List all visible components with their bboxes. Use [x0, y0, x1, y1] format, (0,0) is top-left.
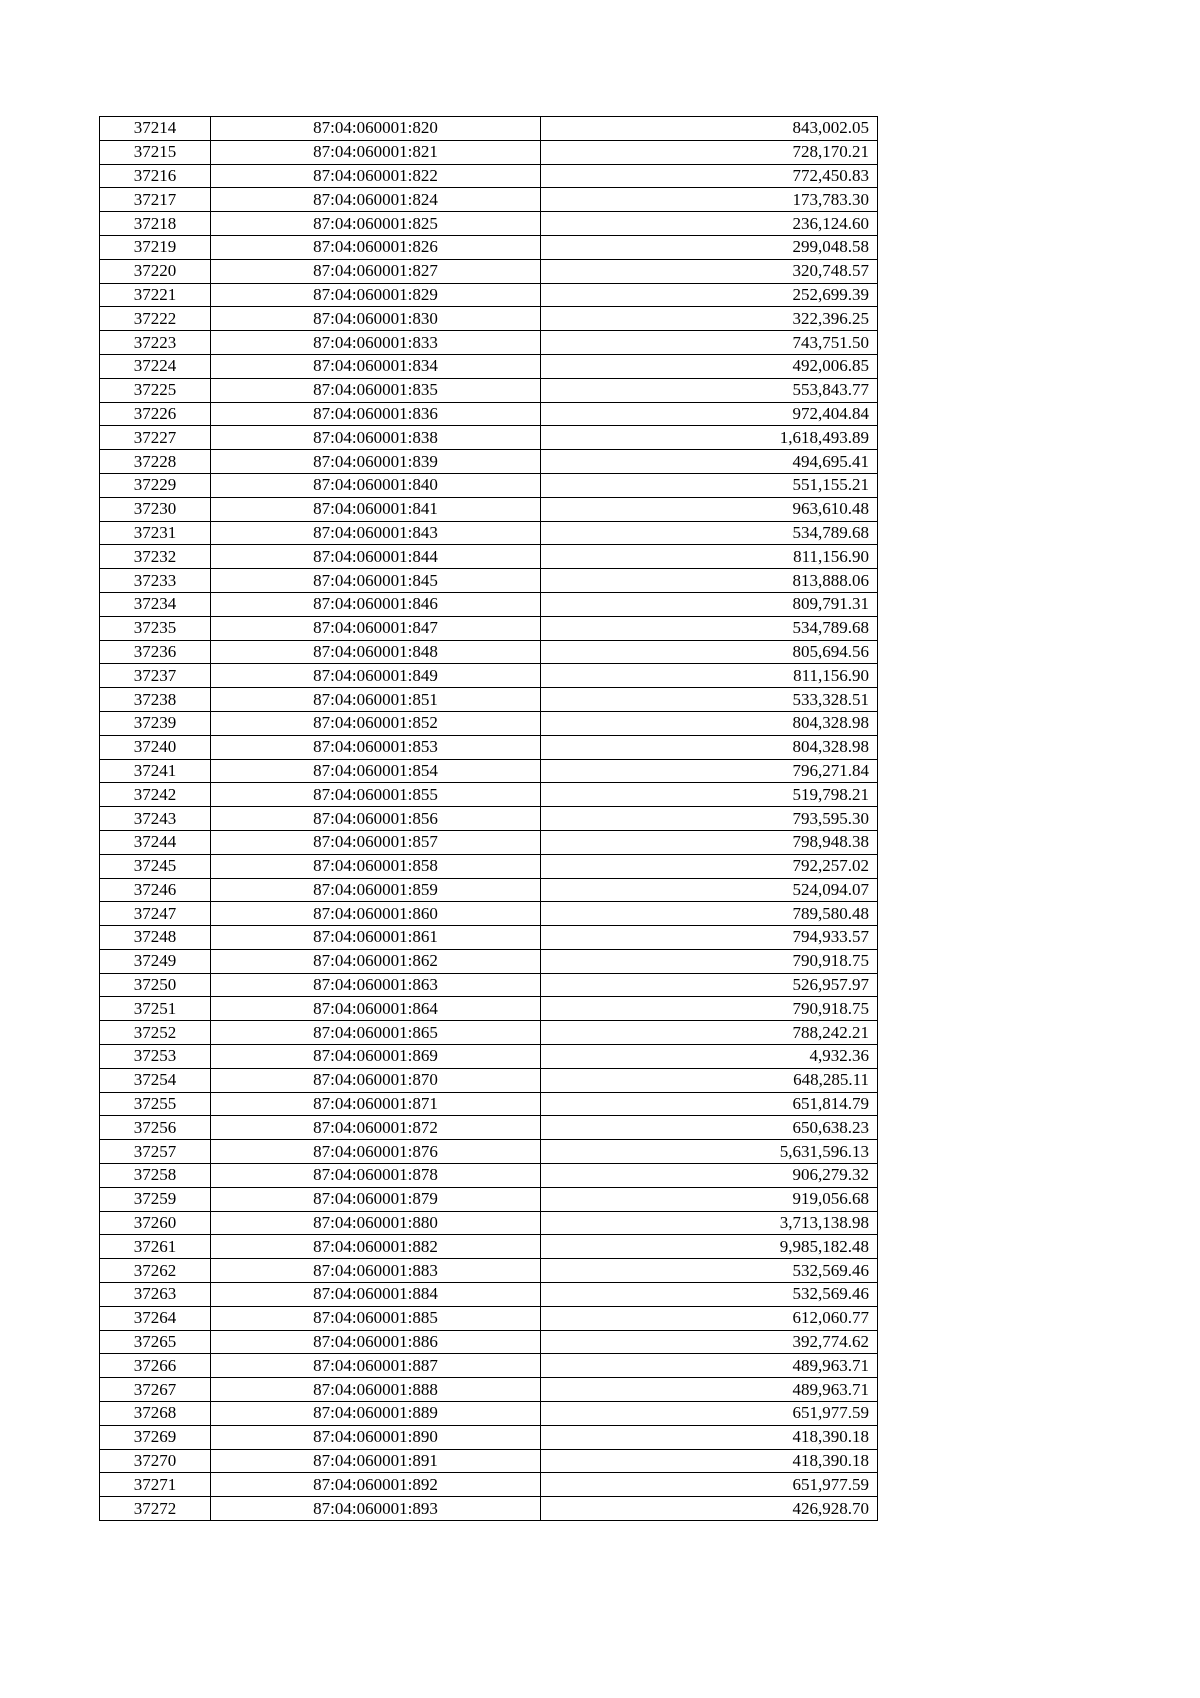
cadastral-value-cell: 804,328.98 — [541, 735, 878, 759]
table-row — [100, 1473, 878, 1497]
cadastral-number-cell: 87:04:060001:840 — [211, 473, 541, 497]
row-number-cell: 37238 — [100, 688, 211, 712]
table-row — [100, 1045, 878, 1069]
cadastral-value-cell: 9,985,182.48 — [541, 1235, 878, 1259]
row-number-cell: 37253 — [100, 1045, 211, 1069]
row-number-cell: 37263 — [100, 1283, 211, 1307]
table-row — [100, 473, 878, 497]
row-number-cell: 37226 — [100, 402, 211, 426]
row-number-cell: 37235 — [100, 616, 211, 640]
table-row — [100, 926, 878, 950]
table-row — [100, 117, 878, 141]
cadastral-value-cell: 743,751.50 — [541, 331, 878, 355]
table-row — [100, 235, 878, 259]
row-number-cell: 37265 — [100, 1330, 211, 1354]
cadastral-value-cell: 728,170.21 — [541, 140, 878, 164]
cadastral-number-cell: 87:04:060001:827 — [211, 259, 541, 283]
row-number-cell: 37269 — [100, 1425, 211, 1449]
row-number-cell: 37252 — [100, 1021, 211, 1045]
cadastral-number-cell: 87:04:060001:886 — [211, 1330, 541, 1354]
cadastral-value-cell: 793,595.30 — [541, 807, 878, 831]
row-number-cell: 37217 — [100, 188, 211, 212]
row-number-cell: 37227 — [100, 426, 211, 450]
table-row — [100, 759, 878, 783]
cadastral-value-cell: 796,271.84 — [541, 759, 878, 783]
table-row — [100, 830, 878, 854]
table-row — [100, 1449, 878, 1473]
table-row — [100, 1187, 878, 1211]
row-number-cell: 37270 — [100, 1449, 211, 1473]
cadastral-number-cell: 87:04:060001:882 — [211, 1235, 541, 1259]
row-number-cell: 37242 — [100, 783, 211, 807]
row-number-cell: 37249 — [100, 949, 211, 973]
table-row — [100, 1235, 878, 1259]
cadastral-number-cell: 87:04:060001:824 — [211, 188, 541, 212]
table-row — [100, 402, 878, 426]
cadastral-number-cell: 87:04:060001:887 — [211, 1354, 541, 1378]
cadastral-number-cell: 87:04:060001:879 — [211, 1187, 541, 1211]
cadastral-number-cell: 87:04:060001:883 — [211, 1259, 541, 1283]
cadastral-value-cell: 809,791.31 — [541, 592, 878, 616]
table-row — [100, 188, 878, 212]
cadastral-number-cell: 87:04:060001:885 — [211, 1306, 541, 1330]
cadastral-value-cell: 494,695.41 — [541, 450, 878, 474]
cadastral-number-cell: 87:04:060001:858 — [211, 854, 541, 878]
cadastral-number-cell: 87:04:060001:843 — [211, 521, 541, 545]
row-number-cell: 37261 — [100, 1235, 211, 1259]
row-number-cell: 37251 — [100, 997, 211, 1021]
row-number-cell: 37221 — [100, 283, 211, 307]
cadastral-number-cell: 87:04:060001:861 — [211, 926, 541, 950]
cadastral-number-cell: 87:04:060001:854 — [211, 759, 541, 783]
row-number-cell: 37236 — [100, 640, 211, 664]
row-number-cell: 37264 — [100, 1306, 211, 1330]
row-number-cell: 37216 — [100, 164, 211, 188]
row-number-cell: 37229 — [100, 473, 211, 497]
cadastral-value-cell: 811,156.90 — [541, 545, 878, 569]
table-row — [100, 783, 878, 807]
cadastral-number-cell: 87:04:060001:838 — [211, 426, 541, 450]
cadastral-number-cell: 87:04:060001:830 — [211, 307, 541, 331]
cadastral-value-cell: 551,155.21 — [541, 473, 878, 497]
cadastral-value-cell: 532,569.46 — [541, 1259, 878, 1283]
table-row — [100, 164, 878, 188]
cadastral-value-cell: 651,814.79 — [541, 1092, 878, 1116]
cadastral-value-cell: 813,888.06 — [541, 569, 878, 593]
cadastral-number-cell: 87:04:060001:857 — [211, 830, 541, 854]
table-row — [100, 1402, 878, 1426]
table-row — [100, 1283, 878, 1307]
table-row — [100, 307, 878, 331]
cadastral-number-cell: 87:04:060001:884 — [211, 1283, 541, 1307]
cadastral-number-cell: 87:04:060001:845 — [211, 569, 541, 593]
row-number-cell: 37267 — [100, 1378, 211, 1402]
cadastral-number-cell: 87:04:060001:851 — [211, 688, 541, 712]
cadastral-value-cell: 1,618,493.89 — [541, 426, 878, 450]
cadastral-number-cell: 87:04:060001:871 — [211, 1092, 541, 1116]
row-number-cell: 37245 — [100, 854, 211, 878]
row-number-cell: 37257 — [100, 1140, 211, 1164]
row-number-cell: 37262 — [100, 1259, 211, 1283]
table-row — [100, 997, 878, 1021]
table-row — [100, 1021, 878, 1045]
table-row — [100, 807, 878, 831]
cadastral-number-cell: 87:04:060001:835 — [211, 378, 541, 402]
table-row — [100, 497, 878, 521]
cadastral-value-cell: 418,390.18 — [541, 1425, 878, 1449]
cadastral-value-cell: 489,963.71 — [541, 1354, 878, 1378]
cadastral-number-cell: 87:04:060001:848 — [211, 640, 541, 664]
table-row — [100, 711, 878, 735]
table-row — [100, 450, 878, 474]
table-row — [100, 1164, 878, 1188]
cadastral-value-cell: 919,056.68 — [541, 1187, 878, 1211]
cadastral-value-cell: 790,918.75 — [541, 949, 878, 973]
row-number-cell: 37254 — [100, 1068, 211, 1092]
cadastral-number-cell: 87:04:060001:821 — [211, 140, 541, 164]
row-number-cell: 37225 — [100, 378, 211, 402]
table-row — [100, 592, 878, 616]
table-row — [100, 1092, 878, 1116]
table-row — [100, 878, 878, 902]
row-number-cell: 37228 — [100, 450, 211, 474]
cadastral-value-cell: 489,963.71 — [541, 1378, 878, 1402]
cadastral-value-cell: 532,569.46 — [541, 1283, 878, 1307]
cadastral-number-cell: 87:04:060001:891 — [211, 1449, 541, 1473]
cadastral-value-cell: 492,006.85 — [541, 354, 878, 378]
table-row — [100, 1306, 878, 1330]
cadastral-value-cell: 392,774.62 — [541, 1330, 878, 1354]
cadastral-value-cell: 772,450.83 — [541, 164, 878, 188]
cadastral-value-cell: 843,002.05 — [541, 117, 878, 141]
cadastral-number-cell: 87:04:060001:847 — [211, 616, 541, 640]
row-number-cell: 37243 — [100, 807, 211, 831]
row-number-cell: 37258 — [100, 1164, 211, 1188]
cadastral-number-cell: 87:04:060001:825 — [211, 212, 541, 236]
cadastral-number-cell: 87:04:060001:836 — [211, 402, 541, 426]
cadastral-number-cell: 87:04:060001:859 — [211, 878, 541, 902]
cadastral-value-cell: 790,918.75 — [541, 997, 878, 1021]
cadastral-value-cell: 322,396.25 — [541, 307, 878, 331]
cadastral-value-cell: 4,932.36 — [541, 1045, 878, 1069]
cadastral-number-cell: 87:04:060001:834 — [211, 354, 541, 378]
cadastral-value-cell: 534,789.68 — [541, 616, 878, 640]
cadastral-value-cell: 534,789.68 — [541, 521, 878, 545]
cadastral-value-cell: 805,694.56 — [541, 640, 878, 664]
cadastral-number-cell: 87:04:060001:853 — [211, 735, 541, 759]
cadastral-value-cell: 236,124.60 — [541, 212, 878, 236]
cadastral-number-cell: 87:04:060001:839 — [211, 450, 541, 474]
cadastral-value-cell: 299,048.58 — [541, 235, 878, 259]
cadastral-number-cell: 87:04:060001:864 — [211, 997, 541, 1021]
table-row — [100, 1068, 878, 1092]
table-row — [100, 1354, 878, 1378]
cadastral-value-cell: 526,957.97 — [541, 973, 878, 997]
table-row — [100, 259, 878, 283]
table-row — [100, 354, 878, 378]
table-row — [100, 688, 878, 712]
table-row — [100, 640, 878, 664]
table-row — [100, 331, 878, 355]
table-row — [100, 1497, 878, 1521]
row-number-cell: 37272 — [100, 1497, 211, 1521]
row-number-cell: 37256 — [100, 1116, 211, 1140]
table-body — [100, 117, 878, 1521]
table-row — [100, 1330, 878, 1354]
row-number-cell: 37214 — [100, 117, 211, 141]
cadastral-number-cell: 87:04:060001:820 — [211, 117, 541, 141]
cadastral-value-cell: 418,390.18 — [541, 1449, 878, 1473]
cadastral-number-cell: 87:04:060001:880 — [211, 1211, 541, 1235]
cadastral-value-cell: 811,156.90 — [541, 664, 878, 688]
cadastral-value-cell: 650,638.23 — [541, 1116, 878, 1140]
cadastral-value-cell: 5,631,596.13 — [541, 1140, 878, 1164]
table-row — [100, 973, 878, 997]
row-number-cell: 37232 — [100, 545, 211, 569]
row-number-cell: 37250 — [100, 973, 211, 997]
table-row — [100, 1259, 878, 1283]
cadastral-value-cell: 804,328.98 — [541, 711, 878, 735]
cadastral-value-cell: 3,713,138.98 — [541, 1211, 878, 1235]
table-row — [100, 569, 878, 593]
table-row — [100, 1211, 878, 1235]
row-number-cell: 37241 — [100, 759, 211, 783]
cadastral-value-cell: 906,279.32 — [541, 1164, 878, 1188]
cadastral-number-cell: 87:04:060001:865 — [211, 1021, 541, 1045]
cadastral-number-cell: 87:04:060001:860 — [211, 902, 541, 926]
row-number-cell: 37240 — [100, 735, 211, 759]
cadastral-value-cell: 320,748.57 — [541, 259, 878, 283]
table-row — [100, 283, 878, 307]
cadastral-number-cell: 87:04:060001:872 — [211, 1116, 541, 1140]
table-row — [100, 1116, 878, 1140]
table-row — [100, 140, 878, 164]
cadastral-number-cell: 87:04:060001:863 — [211, 973, 541, 997]
cadastral-value-cell: 792,257.02 — [541, 854, 878, 878]
row-number-cell: 37219 — [100, 235, 211, 259]
cadastral-number-cell: 87:04:060001:822 — [211, 164, 541, 188]
cadastral-value-cell: 651,977.59 — [541, 1402, 878, 1426]
row-number-cell: 37268 — [100, 1402, 211, 1426]
cadastral-number-cell: 87:04:060001:852 — [211, 711, 541, 735]
cadastral-number-cell: 87:04:060001:889 — [211, 1402, 541, 1426]
cadastral-number-cell: 87:04:060001:862 — [211, 949, 541, 973]
row-number-cell: 37220 — [100, 259, 211, 283]
cadastral-value-cell: 963,610.48 — [541, 497, 878, 521]
row-number-cell: 37215 — [100, 140, 211, 164]
table-row — [100, 378, 878, 402]
row-number-cell: 37259 — [100, 1187, 211, 1211]
table-row — [100, 949, 878, 973]
cadastral-value-cell: 533,328.51 — [541, 688, 878, 712]
cadastral-value-cell: 426,928.70 — [541, 1497, 878, 1521]
cadastral-value-cell: 794,933.57 — [541, 926, 878, 950]
table-row — [100, 902, 878, 926]
cadastral-value-cell: 972,404.84 — [541, 402, 878, 426]
cadastral-number-cell: 87:04:060001:893 — [211, 1497, 541, 1521]
cadastral-number-cell: 87:04:060001:833 — [211, 331, 541, 355]
cadastral-value-cell: 612,060.77 — [541, 1306, 878, 1330]
cadastral-value-cell: 789,580.48 — [541, 902, 878, 926]
row-number-cell: 37222 — [100, 307, 211, 331]
cadastral-number-cell: 87:04:060001:888 — [211, 1378, 541, 1402]
cadastral-number-cell: 87:04:060001:846 — [211, 592, 541, 616]
table-row — [100, 521, 878, 545]
cadastral-number-cell: 87:04:060001:841 — [211, 497, 541, 521]
table-row — [100, 1425, 878, 1449]
table-row — [100, 545, 878, 569]
cadastral-number-cell: 87:04:060001:849 — [211, 664, 541, 688]
row-number-cell: 37246 — [100, 878, 211, 902]
cadastral-number-cell: 87:04:060001:878 — [211, 1164, 541, 1188]
cadastral-number-cell: 87:04:060001:826 — [211, 235, 541, 259]
cadastral-value-cell: 788,242.21 — [541, 1021, 878, 1045]
row-number-cell: 37266 — [100, 1354, 211, 1378]
row-number-cell: 37247 — [100, 902, 211, 926]
cadastral-number-cell: 87:04:060001:829 — [211, 283, 541, 307]
cadastral-value-cell: 173,783.30 — [541, 188, 878, 212]
row-number-cell: 37244 — [100, 830, 211, 854]
table-row — [100, 854, 878, 878]
cadastral-number-cell: 87:04:060001:856 — [211, 807, 541, 831]
row-number-cell: 37248 — [100, 926, 211, 950]
row-number-cell: 37271 — [100, 1473, 211, 1497]
cadastral-value-table — [99, 116, 878, 1521]
table-row — [100, 426, 878, 450]
row-number-cell: 37230 — [100, 497, 211, 521]
row-number-cell: 37223 — [100, 331, 211, 355]
cadastral-value-cell: 553,843.77 — [541, 378, 878, 402]
row-number-cell: 37233 — [100, 569, 211, 593]
cadastral-value-cell: 524,094.07 — [541, 878, 878, 902]
row-number-cell: 37260 — [100, 1211, 211, 1235]
cadastral-number-cell: 87:04:060001:870 — [211, 1068, 541, 1092]
cadastral-value-cell: 798,948.38 — [541, 830, 878, 854]
row-number-cell: 37234 — [100, 592, 211, 616]
row-number-cell: 37218 — [100, 212, 211, 236]
cadastral-value-cell: 648,285.11 — [541, 1068, 878, 1092]
row-number-cell: 37231 — [100, 521, 211, 545]
cadastral-number-cell: 87:04:060001:855 — [211, 783, 541, 807]
cadastral-number-cell: 87:04:060001:876 — [211, 1140, 541, 1164]
row-number-cell: 37224 — [100, 354, 211, 378]
cadastral-number-cell: 87:04:060001:844 — [211, 545, 541, 569]
row-number-cell: 37255 — [100, 1092, 211, 1116]
row-number-cell: 37237 — [100, 664, 211, 688]
table-row — [100, 735, 878, 759]
cadastral-number-cell: 87:04:060001:869 — [211, 1045, 541, 1069]
cadastral-value-cell: 519,798.21 — [541, 783, 878, 807]
table-row — [100, 1140, 878, 1164]
table-row — [100, 664, 878, 688]
cadastral-number-cell: 87:04:060001:892 — [211, 1473, 541, 1497]
table-row — [100, 1378, 878, 1402]
table-row — [100, 212, 878, 236]
row-number-cell: 37239 — [100, 711, 211, 735]
cadastral-number-cell: 87:04:060001:890 — [211, 1425, 541, 1449]
cadastral-value-cell: 252,699.39 — [541, 283, 878, 307]
cadastral-value-cell: 651,977.59 — [541, 1473, 878, 1497]
table-row — [100, 616, 878, 640]
